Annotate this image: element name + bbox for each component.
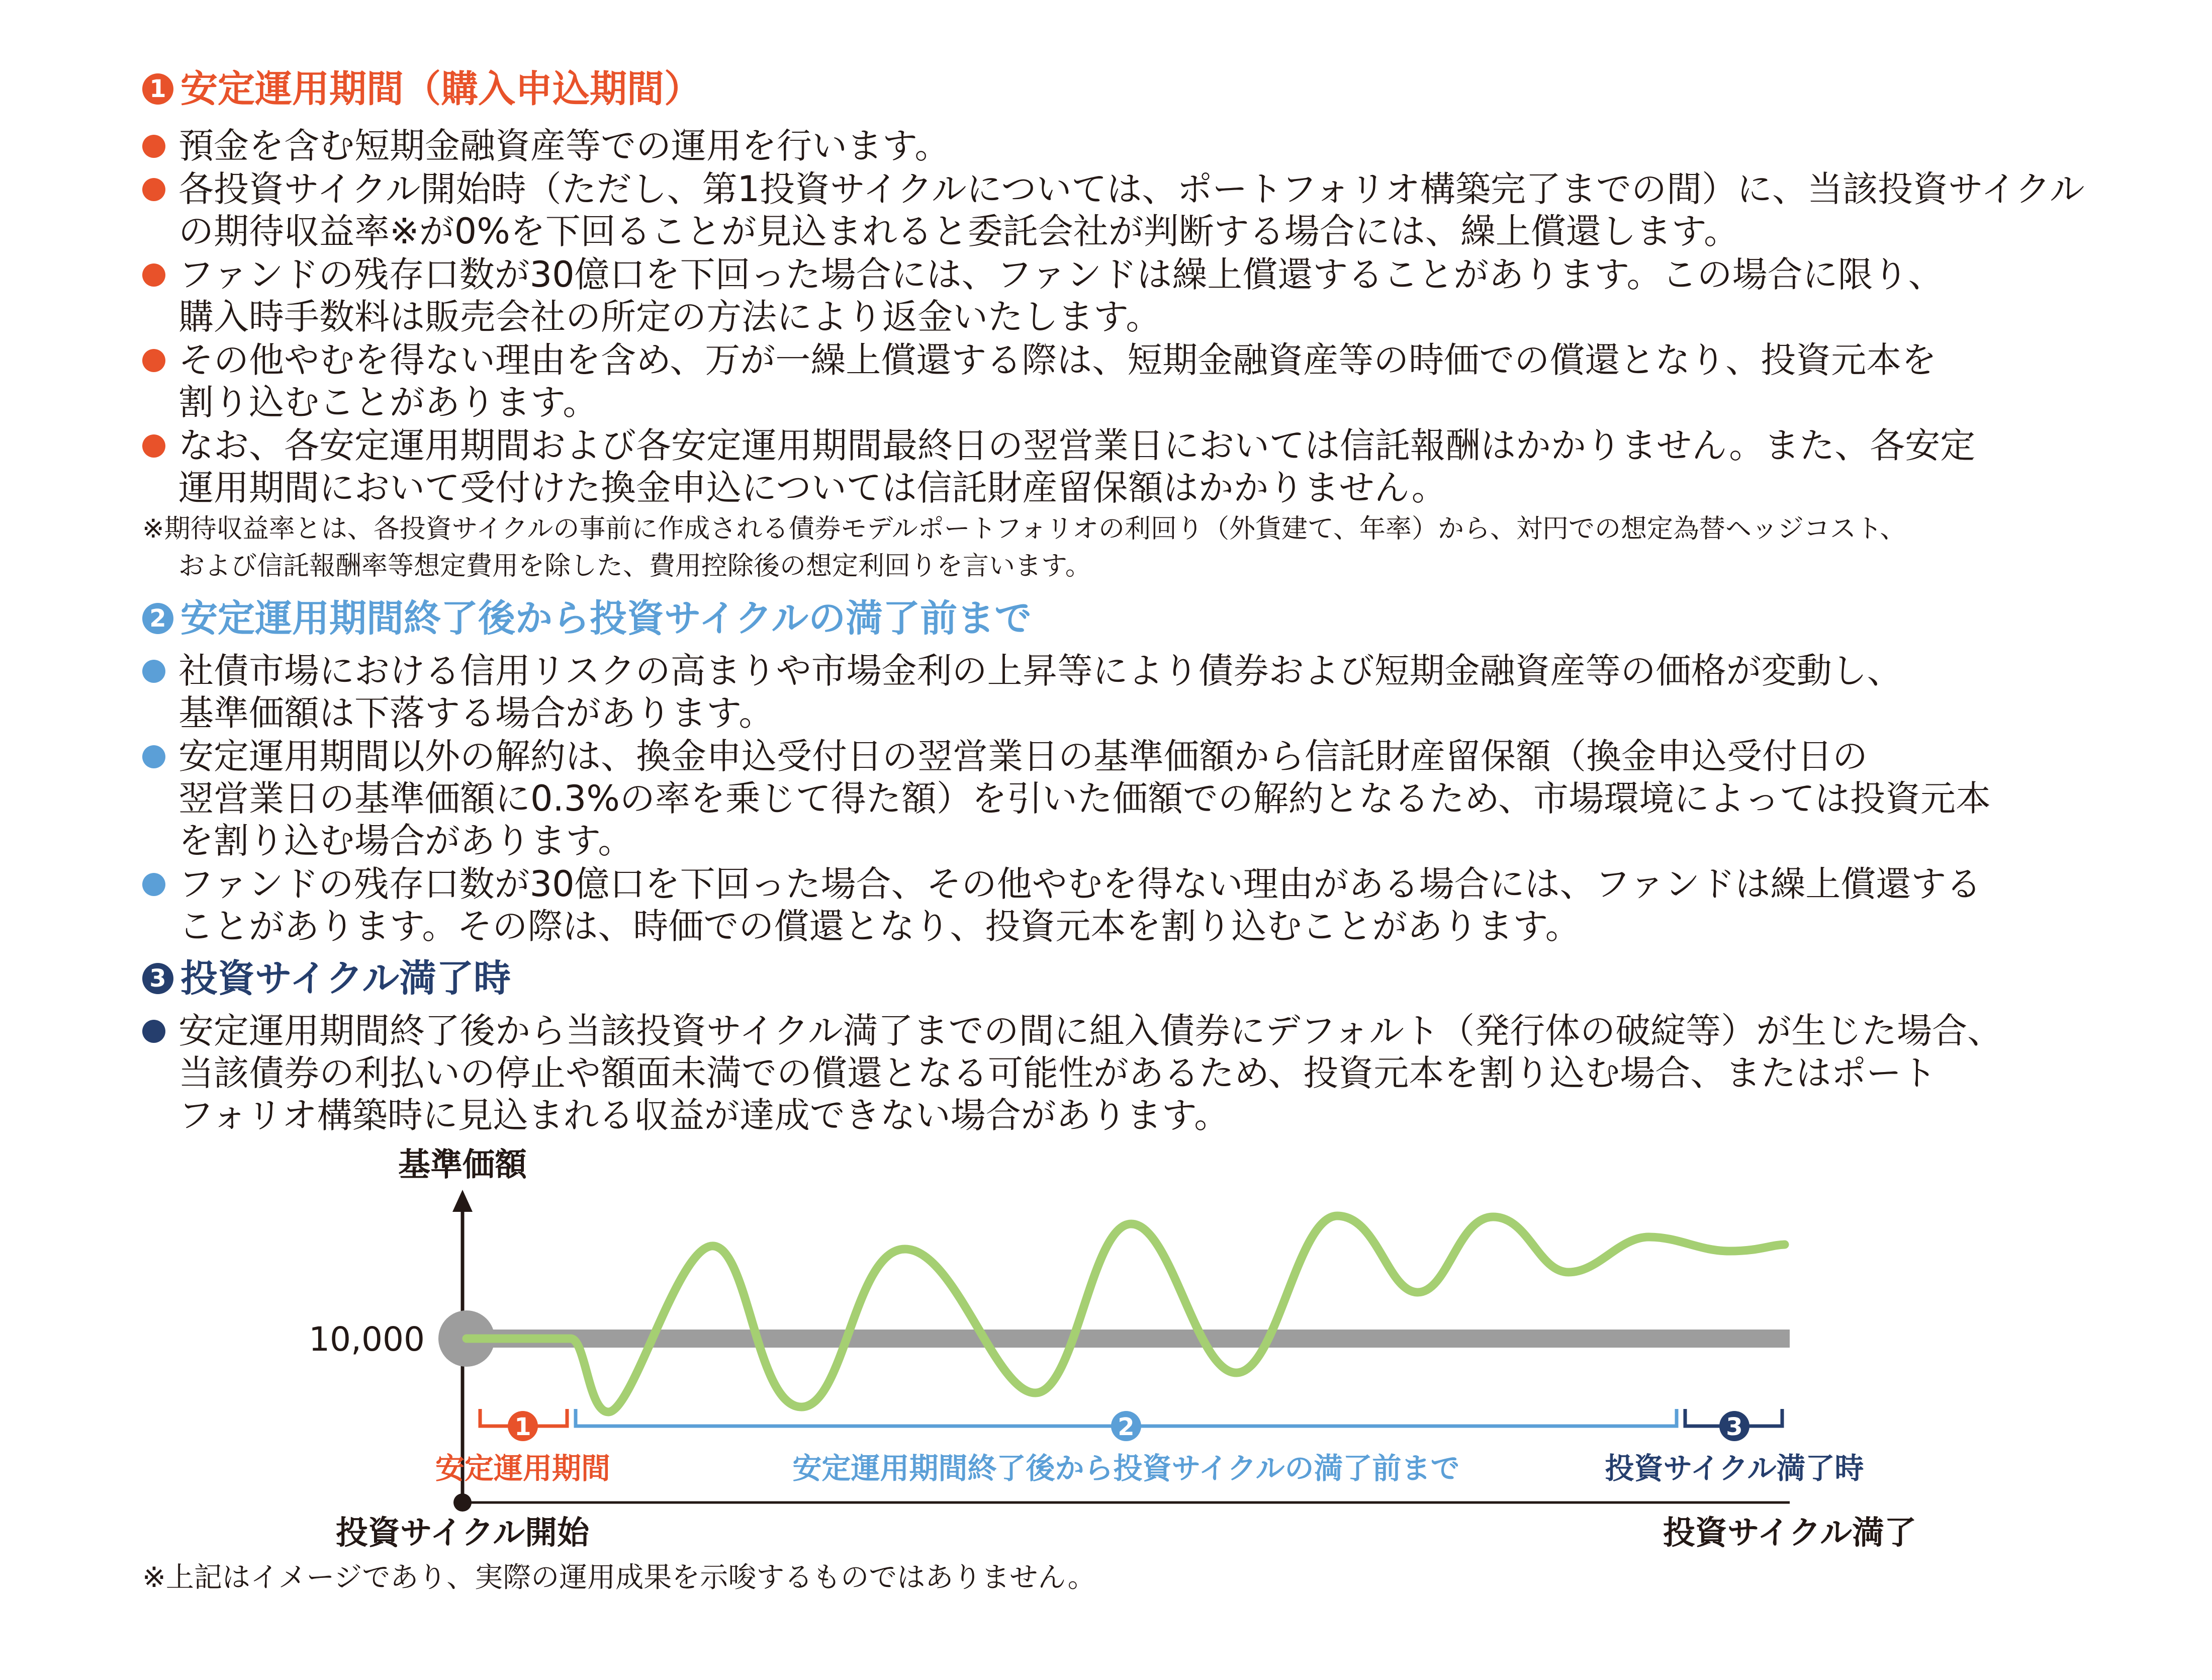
bullet-line: ことがあります。その際は、時価での償還となり、投資元本を割り込むことがあります。 bbox=[178, 906, 1581, 947]
bullet-dot bbox=[142, 745, 165, 768]
phase1-number: 1 bbox=[514, 1413, 531, 1441]
section2-bullet-3 bbox=[142, 863, 2133, 947]
bullet-dot bbox=[142, 1020, 165, 1043]
bullet-line: ファンドの残存口数が30億口を下回った場合には、ファンドは繰上償還することがあります。この場合に限り、 bbox=[178, 254, 1944, 295]
phase1-label: 安定運用期間 bbox=[435, 1451, 611, 1485]
bullet-line: を割り込む場合があります。 bbox=[178, 820, 633, 861]
section2-bullet-1 bbox=[142, 650, 2133, 734]
note-line: ※期待収益率とは、各投資サイクルの事前に作成される債券モデルポートフォリオの利回り（外貨建て、年率）から、対円での想定為替ヘッジコスト、 bbox=[142, 514, 1906, 544]
bullet-line: 購入時手数料は販売会社の所定の方法により返金いたします。 bbox=[178, 296, 1161, 337]
section3-number-badge: 3 bbox=[142, 963, 173, 994]
bullet-line: 割り込むことがあります。 bbox=[178, 382, 598, 423]
section1-bullet-1 bbox=[142, 125, 2133, 167]
baseline-value-label: 10,000 bbox=[309, 1320, 425, 1359]
section1-title-text: 安定運用期間（購入申込期間） bbox=[180, 67, 701, 111]
bullet-line: の期待収益率※が0%を下回ることが見込まれると委託会社が判断する場合には、繰上償還します。 bbox=[178, 211, 1739, 252]
section3-title-text: 投資サイクル満了時 bbox=[180, 957, 511, 1000]
section1-bullet-3 bbox=[142, 253, 2133, 338]
x-axis-end-label: 投資サイクル満了 bbox=[1663, 1515, 1917, 1552]
bullet-line: 基準価額は下落する場合があります。 bbox=[178, 692, 774, 734]
section2-title-text: 安定運用期間終了後から投資サイクルの満了前まで bbox=[180, 597, 1032, 640]
nav-curve bbox=[467, 1216, 1785, 1412]
origin-dot bbox=[453, 1493, 472, 1512]
y-axis-label: 基準価額 bbox=[398, 1146, 527, 1184]
section1-bullet-4 bbox=[142, 339, 2133, 423]
section2-title bbox=[142, 597, 1032, 640]
section1-note bbox=[142, 510, 1906, 585]
bullet-dot bbox=[142, 178, 165, 201]
x-axis-start-label: 投資サイクル開始 bbox=[335, 1515, 590, 1552]
section2-number-badge: 2 bbox=[142, 603, 173, 634]
bullet-line: 翌営業日の基準価額に0.3%の率を乗じて得た額）を引いた価額での解約となるため、市場環境によっては投資元本 bbox=[178, 778, 1991, 819]
phase3-number: 3 bbox=[1726, 1413, 1743, 1441]
section1-bullet-5 bbox=[142, 424, 2133, 509]
bullet-line: ファンドの残存口数が30億口を下回った場合、その他やむを得ない理由がある場合には、ファンドは繰上償還する bbox=[178, 863, 1982, 905]
bullet-dot bbox=[142, 873, 165, 896]
bullet-line: 安定運用期間終了後から当該投資サイクル満了までの間に組入債券にデフォルト（発行体の破綻等）が生じた場合、 bbox=[178, 1010, 2003, 1051]
section1-bullet-2 bbox=[142, 168, 2133, 252]
y-axis-arrow-icon bbox=[452, 1190, 473, 1212]
bullet-dot bbox=[142, 349, 165, 372]
bullet-line: なお、各安定運用期間および各安定運用期間最終日の翌営業日においては信託報酬はかかりません。また、各安定 bbox=[178, 425, 1976, 466]
bullet-dot bbox=[142, 660, 165, 683]
phase2-label: 安定運用期間終了後から投資サイクルの満了前まで bbox=[792, 1451, 1460, 1485]
bullet-dot bbox=[142, 263, 165, 287]
bullet-line: フォリオ構築時に見込まれる収益が達成できない場合があります。 bbox=[178, 1095, 1230, 1136]
bullet-line: 当該債券の利払いの停止や額面未満での償還となる可能性があるため、投資元本を割り込む場合、またはポート bbox=[178, 1052, 1937, 1094]
bullet-line: 運用期間において受付けた換金申込については信託財産留保額はかかりません。 bbox=[178, 467, 1447, 508]
nav-illustration-chart bbox=[0, 1141, 2212, 1554]
phase2-number: 2 bbox=[1118, 1413, 1135, 1441]
section2-bullet-2 bbox=[142, 735, 2133, 862]
bullet-line: 社債市場における信用リスクの高まりや市場金利の上昇等により債券および短期金融資産等の価格が変動し、 bbox=[178, 650, 1902, 691]
section3-bullet-1 bbox=[142, 1010, 2133, 1136]
phase3-label: 投資サイクル満了時 bbox=[1605, 1451, 1864, 1485]
bullet-line: 各投資サイクル開始時（ただし、第1投資サイクルについては、ポートフォリオ構築完了までの間）に、当該投資サイクル bbox=[178, 168, 2085, 210]
bullet-dot bbox=[142, 135, 165, 158]
bullet-dot bbox=[142, 434, 165, 458]
note-line: および信託報酬率等想定費用を除した、費用控除後の想定利回りを言います。 bbox=[178, 551, 1091, 581]
section1-title bbox=[142, 67, 701, 111]
bullet-line: その他やむを得ない理由を含め、万が一繰上償還する際は、短期金融資産等の時価での償還となり、投資元本を bbox=[178, 339, 1937, 381]
bullet-line: 安定運用期間以外の解約は、換金申込受付日の翌営業日の基準価額から信託財産留保額（換金申込受付日の bbox=[178, 736, 1868, 777]
bullet-line: 預金を含む短期金融資産等での運用を行います。 bbox=[178, 125, 950, 166]
disclaimer-footnote: ※上記はイメージであり、実際の運用成果を示唆するものではありません。 bbox=[142, 1561, 1096, 1594]
section1-number-badge: 1 bbox=[142, 73, 173, 105]
section3-title bbox=[142, 957, 511, 1000]
